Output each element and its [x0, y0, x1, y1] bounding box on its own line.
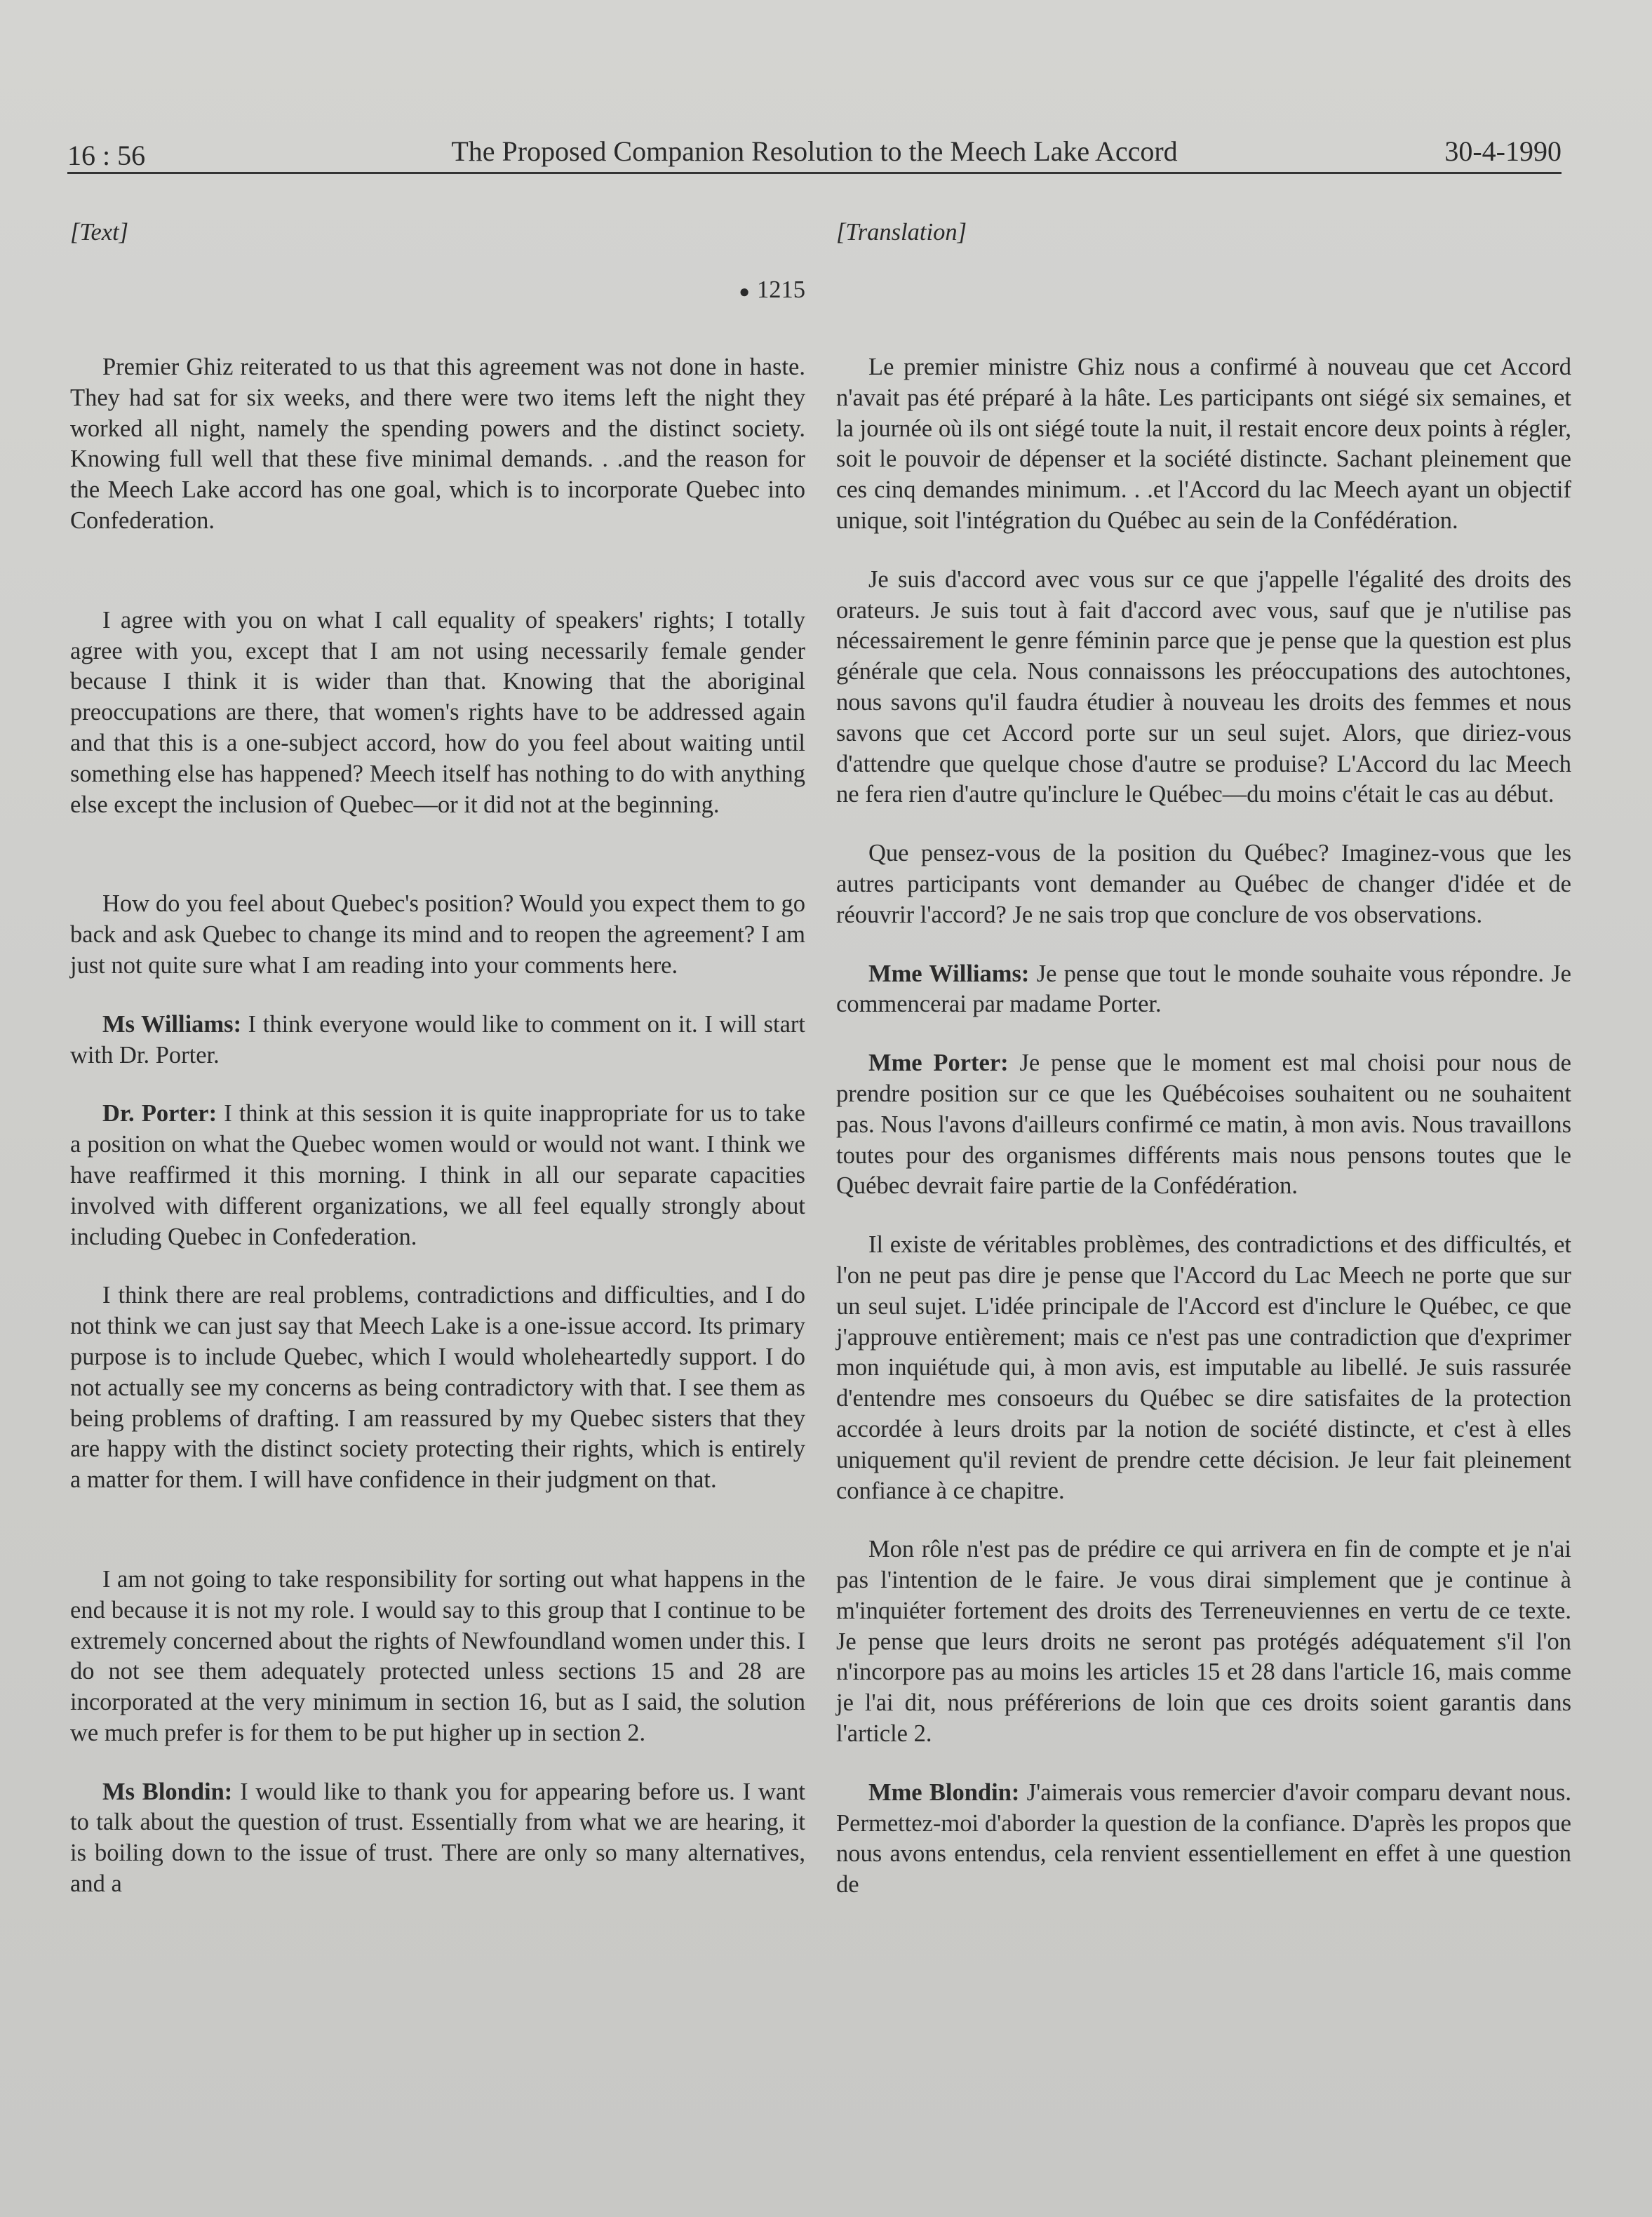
paragraph: Ms Williams: I think everyone would like to comment on it. I will start with Dr. Porter. — [70, 1010, 805, 1069]
speaker-name: Ms Williams: — [102, 1010, 242, 1038]
paragraph: I agree with you on what I call equality of speakers' rights; I totally agree with you, except that I am not using necessarily female gender because I think it is wider than that. Knowing that the aboriginal preoccupations are there, that women's rights have to be addressed again and that this is a one-subject accord, how do you feel about waiting until something else has happened? Meech itself has nothing to do with anything else except the inclusion of Quebec—or it did not at the beginning. — [70, 606, 805, 818]
paragraph: I am not going to take responsibility for sorting out what happens in the end because it is not my role. I would say to this group that I continue to be extremely concerned about the rights of Newfoundland women under this. I do not see them adequately protected unless sections 15 and 28 are incorporated at the very minimum in section 16, but as I said, the solution we much prefer is for them to be put higher up in section 2. — [70, 1565, 805, 1746]
english-column — [70, 217, 805, 1900]
paragraph: How do you feel about Quebec's position? Would you expect them to go back and ask Quebec to change its mind and to reopen the agreement? I am just not quite sure what I am reading into your comments here. — [70, 890, 805, 979]
paragraph: Mon rôle n'est pas de prédire ce qui arrivera en fin de compte et je n'ai pas l'intention de le faire. Je vous dirai simplement que je continue à m'inquiéter fortement des droits des Terreneuviennes en vertu de ce texte. Je pense que leurs droits ne seront pas protégés adéquatement s'il l'on n'incorpore pas au moins les articles 15 et 28 dans l'article 16, mais comme je l'ai dit, nous préférerions de loin que ces droits soient garantis dans l'article 2. — [836, 1536, 1571, 1748]
french-column — [836, 217, 1571, 1901]
speaker-name: Mme Williams: — [868, 960, 1030, 987]
speaker-name: Mme Porter: — [868, 1050, 1009, 1077]
speaker-name: Ms Blondin: — [102, 1778, 233, 1805]
paragraph: Que pensez-vous de la position du Québec? Imaginez-vous que les autres participants vont demander au Québec de changer d'idée et de réouvrir l'accord? Je ne sais trop que conclure de vos observations. — [836, 840, 1571, 928]
paragraph: Premier Ghiz reiterated to us that this agreement was not done in haste. They had sat for six weeks, and there were two items left the night they worked all night, namely the spending powers and the distinct society. Knowing full well that these five minimal demands. . .and the reason for the Meech Lake accord has one goal, which is to incorporate Quebec into Confederation. — [70, 354, 805, 534]
paragraph: I think there are real problems, contradictions and difficulties, and I do not think we can just say that Meech Lake is a one-issue accord. Its primary purpose is to include Quebec, which I would wholeheartedly support. I do not actually see my concerns as being contradictory with that. I see them as being problems of drafting. I am reassured by my Quebec sisters that they are happy with the distinct society protecting their rights, which is entirely a matter for them. I will have confidence in their judgment on that. — [70, 1282, 805, 1494]
paragraph: Mme Blondin: J'aimerais vous remercier d'avoir comparu devant nous. Permettez-moi d'aborder la question de la confiance. D'après les propos que nous avons entendus, cela renvient essentiellement en effet à une question de — [836, 1779, 1571, 1898]
header-rule — [67, 172, 1562, 174]
bullet-icon: ● — [739, 281, 750, 302]
header-date: 30-4-1990 — [1444, 135, 1562, 167]
speaker-name: Mme Blondin: — [868, 1779, 1020, 1806]
paragraph: Mme Williams: Je pense que tout le monde souhaite vous répondre. Je commencerai par madame Porter. — [836, 960, 1571, 1018]
column-label-text: [Text] — [70, 219, 129, 246]
speaker-name: Dr. Porter: — [102, 1100, 217, 1127]
column-label-translation: [Translation] — [836, 219, 967, 246]
running-title: The Proposed Companion Resolution to the Meech Lake Accord — [451, 135, 1178, 167]
page-header — [67, 130, 1562, 173]
paragraph: Le premier ministre Ghiz nous a confirmé à nouveau que cet Accord n'avait pas été préparé à la hâte. Les participants ont siégé six semaines, et la journée où ils ont siégé toute la nuit, il restait encore deux points à régler, soit le pouvoir de dépenser et la société distincte. Sachant pleinement que ces cinq demandes minimum. . .et l'Accord du lac Meech ayant un objectif unique, soit l'intégration du Québec au sein de la Confédération. — [836, 354, 1571, 534]
paragraph: Il existe de véritables problèmes, des contradictions et des difficultés, et l'on ne peut pas dire je pense que l'Accord du Lac Meech ne porte que sur un seul sujet. L'idée principale de l'Accord est d'inclure le Québec, ce que j'approuve entièrement; mais ce n'est pas une contradiction que d'exprimer mon inquiétude qui, à mon avis, est imputable au libellé. Je suis rassurée d'entendre mes consoeurs du Québec se dire satisfaites de la protection accordée à leurs droits par la notion de société distincte, et c'est à elles uniquement qu'il revient de prendre cette décision. Je leur fait pleinement confiance à ce chapitre. — [836, 1231, 1571, 1504]
paragraph: Dr. Porter: I think at this session it is quite inappropriate for us to take a position on what the Quebec women would or would not want. I think we have reaffirmed it this morning. I think in all our separate capacities involved with different organizations, we all feel equally strongly about including Quebec in Confederation. — [70, 1100, 805, 1250]
paragraph: Je suis d'accord avec vous sur ce que j'appelle l'égalité des droits des orateurs. Je suis tout à fait d'accord avec vous, sauf que je n'utilise pas nécessairement le genre féminin parce que je pense que la question est plus générale que cela. Nous connaissons les préoccupations des autochtones, nous savons qu'il faudra étudier à nouveau les droits des femmes et nous savons que cet Accord porte sur un seul sujet. Alors, que diriez-vous d'attendre que quelque chose d'autre se produise? L'Accord du lac Meech ne fera rien d'autre qu'inclure le Québec—du moins c'était le cas au début. — [836, 565, 1571, 808]
paragraph: Mme Porter: Je pense que le moment est mal choisi pour nous de prendre position sur ce que les Québécoises souhaitent ou ne souhaitent pas. Nous l'avons d'ailleurs confirmé ce matin, à mon avis. Nous travaillons toutes pour des organismes différents mais nous pensons toutes que le Québec devrait faire partie de la Confédération. — [836, 1050, 1571, 1200]
paragraph: Ms Blondin: I would like to thank you for appearing before us. I want to talk about the question of trust. Essentially from what we are hearing, it is boiling down to the issue of trust. There are only so many alternatives, and a — [70, 1778, 805, 1898]
timestamp-value: 1215 — [757, 276, 805, 303]
timestamp — [70, 275, 805, 324]
page-number: 16 : 56 — [67, 140, 146, 171]
